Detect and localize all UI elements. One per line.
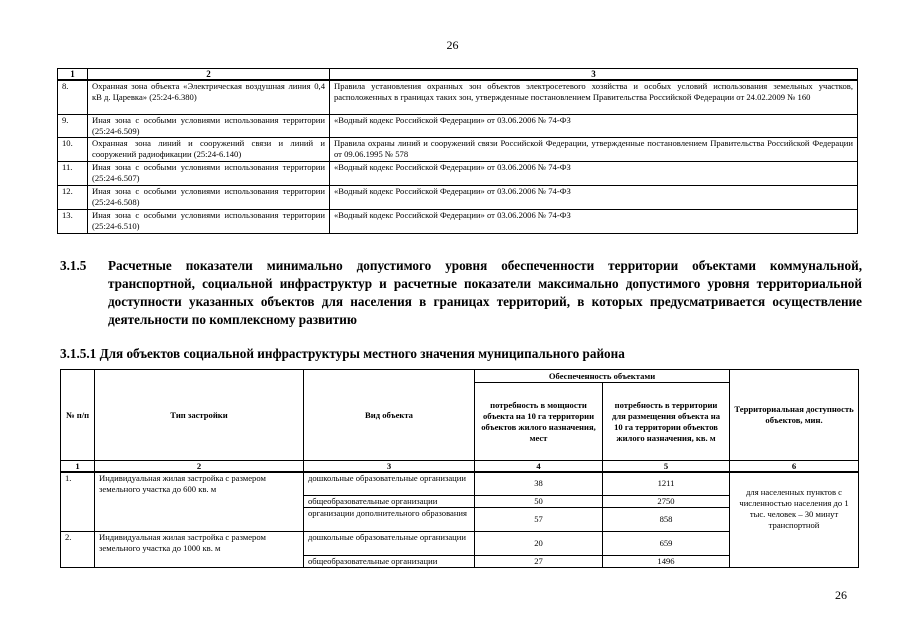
- zone-basis: «Водный кодекс Российской Федерации» от 03.06.2006 № 74-ФЗ: [330, 161, 858, 185]
- section-title: Расчетные показатели минимально допустимого уровня обеспеченности территории объектами коммунальной, транспортной, социальной инфраструктур и расчетные показатели максимально допустимого уровня территориальной доступности указанных объектов для населения в границах территорий, в которых предусматривается осуществление деятельности по комплексному развитию: [108, 258, 862, 327]
- capacity-value: 27: [475, 555, 603, 567]
- social-infrastructure-table: [60, 369, 859, 568]
- table-row: [58, 80, 858, 114]
- section-number: 3.1.5: [60, 258, 87, 273]
- table-row: [61, 472, 859, 495]
- zone-name: Иная зона с особыми условиями использования территории (25:24-6.509): [88, 114, 330, 137]
- row-number: 2.: [61, 531, 95, 567]
- area-value: 2750: [603, 495, 730, 507]
- col-num-2: 2: [88, 69, 330, 81]
- object-type: общеобразовательные организации: [304, 555, 475, 567]
- head-capacity: потребность в мощности объекта на 10 га территории объектов жилого назначения, мест: [475, 383, 603, 461]
- head-provision-group: Обеспеченность объектами: [475, 370, 730, 383]
- zone-name: Иная зона с особыми условиями использования территории (25:24-6.508): [88, 185, 330, 209]
- col-num-5: 5: [603, 461, 730, 473]
- object-type: организации дополнительного образования: [304, 507, 475, 531]
- head-number: № п/п: [61, 370, 95, 461]
- col-num-3: 3: [330, 69, 858, 81]
- table-head-row: [61, 370, 859, 383]
- page-number-top: 26: [446, 38, 459, 52]
- object-type: дошкольные образовательные организации: [304, 472, 475, 495]
- table-row: [58, 185, 858, 209]
- row-number: 12.: [58, 185, 88, 209]
- restriction-zones-table: [57, 68, 858, 234]
- zone-basis: «Водный кодекс Российской Федерации» от 03.06.2006 № 74-ФЗ: [330, 209, 858, 233]
- page-number-bottom: 26: [835, 588, 847, 602]
- col-num-4: 4: [475, 461, 603, 473]
- zone-basis: «Водный кодекс Российской Федерации» от 03.06.2006 № 74-ФЗ: [330, 185, 858, 209]
- row-number: 9.: [58, 114, 88, 137]
- head-area: потребность в территории для размещения объекта на 10 га территории объектов жилого назначения, кв. м: [603, 383, 730, 461]
- table-row: [58, 161, 858, 185]
- col-num-6: 6: [730, 461, 859, 473]
- zone-basis: Правила установления охранных зон объектов электросетевого хозяйства и особых условий использования земельных участков, расположенных в границах таких зон, утвержденные постановлением Правительства Российской Федерации от 24.02.2009 № 160: [330, 80, 858, 114]
- capacity-value: 57: [475, 507, 603, 531]
- build-type: Индивидуальная жилая застройка с размером земельного участка до 600 кв. м: [95, 472, 304, 531]
- table-row: [58, 114, 858, 137]
- head-build-type: Тип застройки: [95, 370, 304, 461]
- row-number: 8.: [58, 80, 88, 114]
- zone-name: Иная зона с особыми условиями использования территории (25:24-6.507): [88, 161, 330, 185]
- section-heading-3-1-5: [60, 257, 862, 329]
- capacity-value: 20: [475, 531, 603, 555]
- accessibility-value: для населенных пунктов с численностью населения до 1 тыс. человек – 30 минут транспортной: [730, 472, 859, 567]
- object-type: дошкольные образовательные организации: [304, 531, 475, 555]
- row-number: 13.: [58, 209, 88, 233]
- area-value: 1211: [603, 472, 730, 495]
- capacity-value: 38: [475, 472, 603, 495]
- row-number: 1.: [61, 472, 95, 531]
- table-header-row: [58, 69, 858, 81]
- zone-name: Охранная зона линий и сооружений связи и линий и сооружений радиофикации (25:24-6.140): [88, 137, 330, 161]
- col-num-1: 1: [58, 69, 88, 81]
- capacity-value: 50: [475, 495, 603, 507]
- area-value: 858: [603, 507, 730, 531]
- zone-name: Иная зона с особыми условиями использования территории (25:24-6.510): [88, 209, 330, 233]
- col-num-2: 2: [95, 461, 304, 473]
- area-value: 659: [603, 531, 730, 555]
- table-row: [58, 137, 858, 161]
- area-value: 1496: [603, 555, 730, 567]
- zone-basis: Правила охраны линий и сооружений связи Российской Федерации, утвержденные постановлением Правительства Российской Федерации от 09.06.1995 № 578: [330, 137, 858, 161]
- head-accessibility: Территориальная доступность объектов, мин.: [730, 370, 859, 461]
- row-number: 11.: [58, 161, 88, 185]
- section-heading-3-1-5-1: 3.1.5.1 Для объектов социальной инфраструктуры местного значения муниципального района: [60, 346, 625, 361]
- column-numbers-row: [61, 461, 859, 473]
- table-row: [58, 209, 858, 233]
- zone-name: Охранная зона объекта «Электрическая воздушная линия 0,4 кВ д. Царевка» (25:24-6.380): [88, 80, 330, 114]
- object-type: общеобразовательные организации: [304, 495, 475, 507]
- row-number: 10.: [58, 137, 88, 161]
- head-object-type: Вид объекта: [304, 370, 475, 461]
- col-num-3: 3: [304, 461, 475, 473]
- zone-basis: «Водный кодекс Российской Федерации» от 03.06.2006 № 74-ФЗ: [330, 114, 858, 137]
- col-num-1: 1: [61, 461, 95, 473]
- build-type: Индивидуальная жилая застройка с размером земельного участка до 1000 кв. м: [95, 531, 304, 567]
